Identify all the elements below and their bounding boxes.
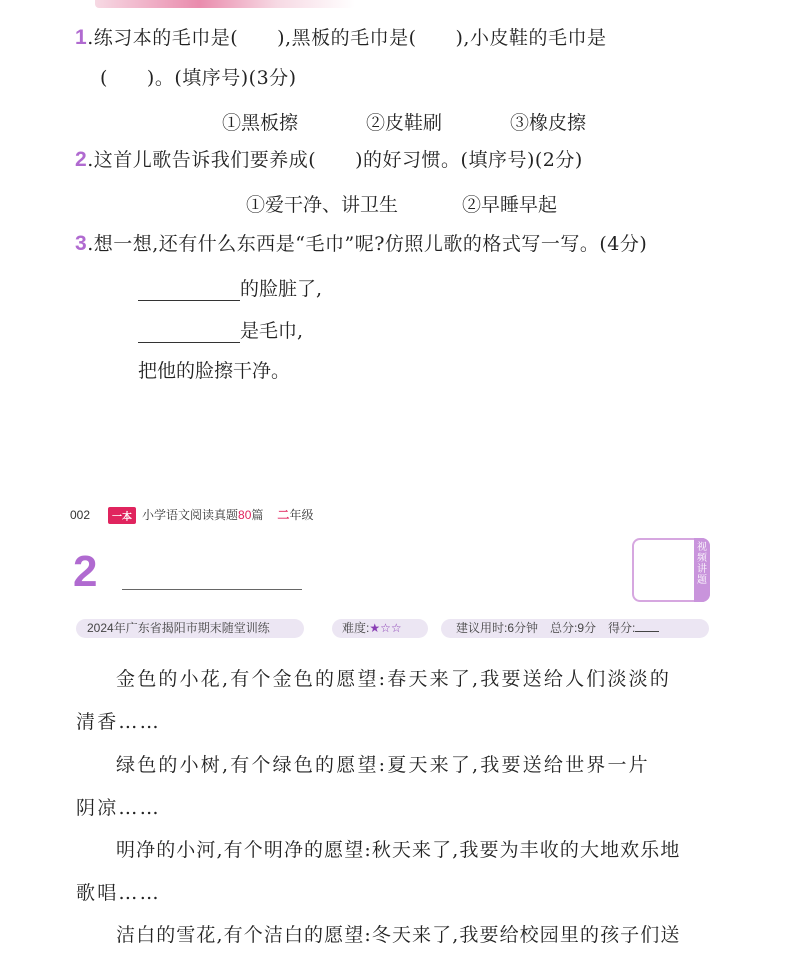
fill-line-2-text: 是毛巾, xyxy=(240,320,304,342)
page-number: 002 xyxy=(70,508,91,522)
question-1-line-1 xyxy=(75,26,606,50)
question-1-number: 1 xyxy=(75,26,88,49)
book-title: 小学语文阅读真题 xyxy=(142,508,239,522)
title-blank-line xyxy=(122,589,302,590)
time-score-badge xyxy=(441,619,709,638)
passage-line-2: 清香…… xyxy=(76,711,161,733)
book-title-number: 80 xyxy=(238,508,252,522)
question-1-text: .练习本的毛巾是( ),黑板的毛巾是( ),小皮鞋的毛巾是 xyxy=(87,27,607,49)
difficulty-label: 难度: xyxy=(342,621,370,635)
question-1-line-2: ( )。(填序号)(3分) xyxy=(100,67,297,89)
page-header xyxy=(70,506,313,524)
passage-line-7: 洁白的雪花,有个洁白的愿望:冬天来了,我要给校园里的孩子们送 xyxy=(116,924,681,946)
question-3-line-1 xyxy=(75,232,647,256)
question-1-option-1: ①黑板擦 xyxy=(222,112,299,134)
source-badge xyxy=(76,619,304,638)
fill-line-1-text: 的脸脏了, xyxy=(240,278,323,300)
passage-line-1: 金色的小花,有个金色的愿望:春天来了,我要送给人们淡淡的 xyxy=(116,668,672,690)
suggested-time: 建议用时:6分钟 xyxy=(456,621,539,635)
question-2-option-2: ②早睡早起 xyxy=(462,194,558,216)
video-explain-box[interactable] xyxy=(632,538,710,602)
question-2-text: .这首儿歌告诉我们要养成( )的好习惯。(填序号)(2分) xyxy=(87,149,583,171)
question-2-number: 2 xyxy=(75,148,88,171)
total-score: 总分:9分 xyxy=(550,621,597,635)
answer-blank-2[interactable] xyxy=(138,322,240,343)
book-logo: 一本 xyxy=(108,507,136,524)
question-1-option-2: ②皮鞋刷 xyxy=(366,112,443,134)
top-decoration xyxy=(95,0,355,8)
difficulty-badge xyxy=(332,619,428,638)
question-2-option-1: ①爱干净、讲卫生 xyxy=(246,194,399,216)
question-3-number: 3 xyxy=(75,232,88,255)
passage-line-6: 歌唱…… xyxy=(76,882,161,904)
grade-number: 二 xyxy=(277,508,290,522)
fill-line-2 xyxy=(138,316,303,343)
question-3-text: .想一想,还有什么东西是“毛巾”呢?仿照儿歌的格式写一写。(4分) xyxy=(87,233,648,255)
question-1-option-3: ③橡皮擦 xyxy=(510,112,587,134)
grade-label: 年级 xyxy=(289,508,314,522)
question-2-line-1 xyxy=(75,148,583,172)
section-number: 2 xyxy=(73,547,98,596)
video-explain-label: 视频讲题 xyxy=(694,538,710,602)
score-label: 得分: xyxy=(608,621,636,635)
fill-line-1 xyxy=(138,274,322,301)
book-title-suffix: 篇 xyxy=(251,508,264,522)
fill-line-3: 把他的脸擦干净。 xyxy=(138,360,291,382)
source-text: 2024年广东省揭阳市期末随堂训练 xyxy=(87,621,270,635)
passage-line-3: 绿色的小树,有个绿色的愿望:夏天来了,我要送给世界一片 xyxy=(116,754,650,776)
difficulty-stars: ★☆☆ xyxy=(369,621,402,635)
score-blank[interactable] xyxy=(635,619,659,632)
answer-blank-1[interactable] xyxy=(138,280,240,301)
passage-line-4: 阴凉…… xyxy=(76,797,161,819)
passage-line-5: 明净的小河,有个明净的愿望:秋天来了,我要为丰收的大地欢乐地 xyxy=(116,839,681,861)
